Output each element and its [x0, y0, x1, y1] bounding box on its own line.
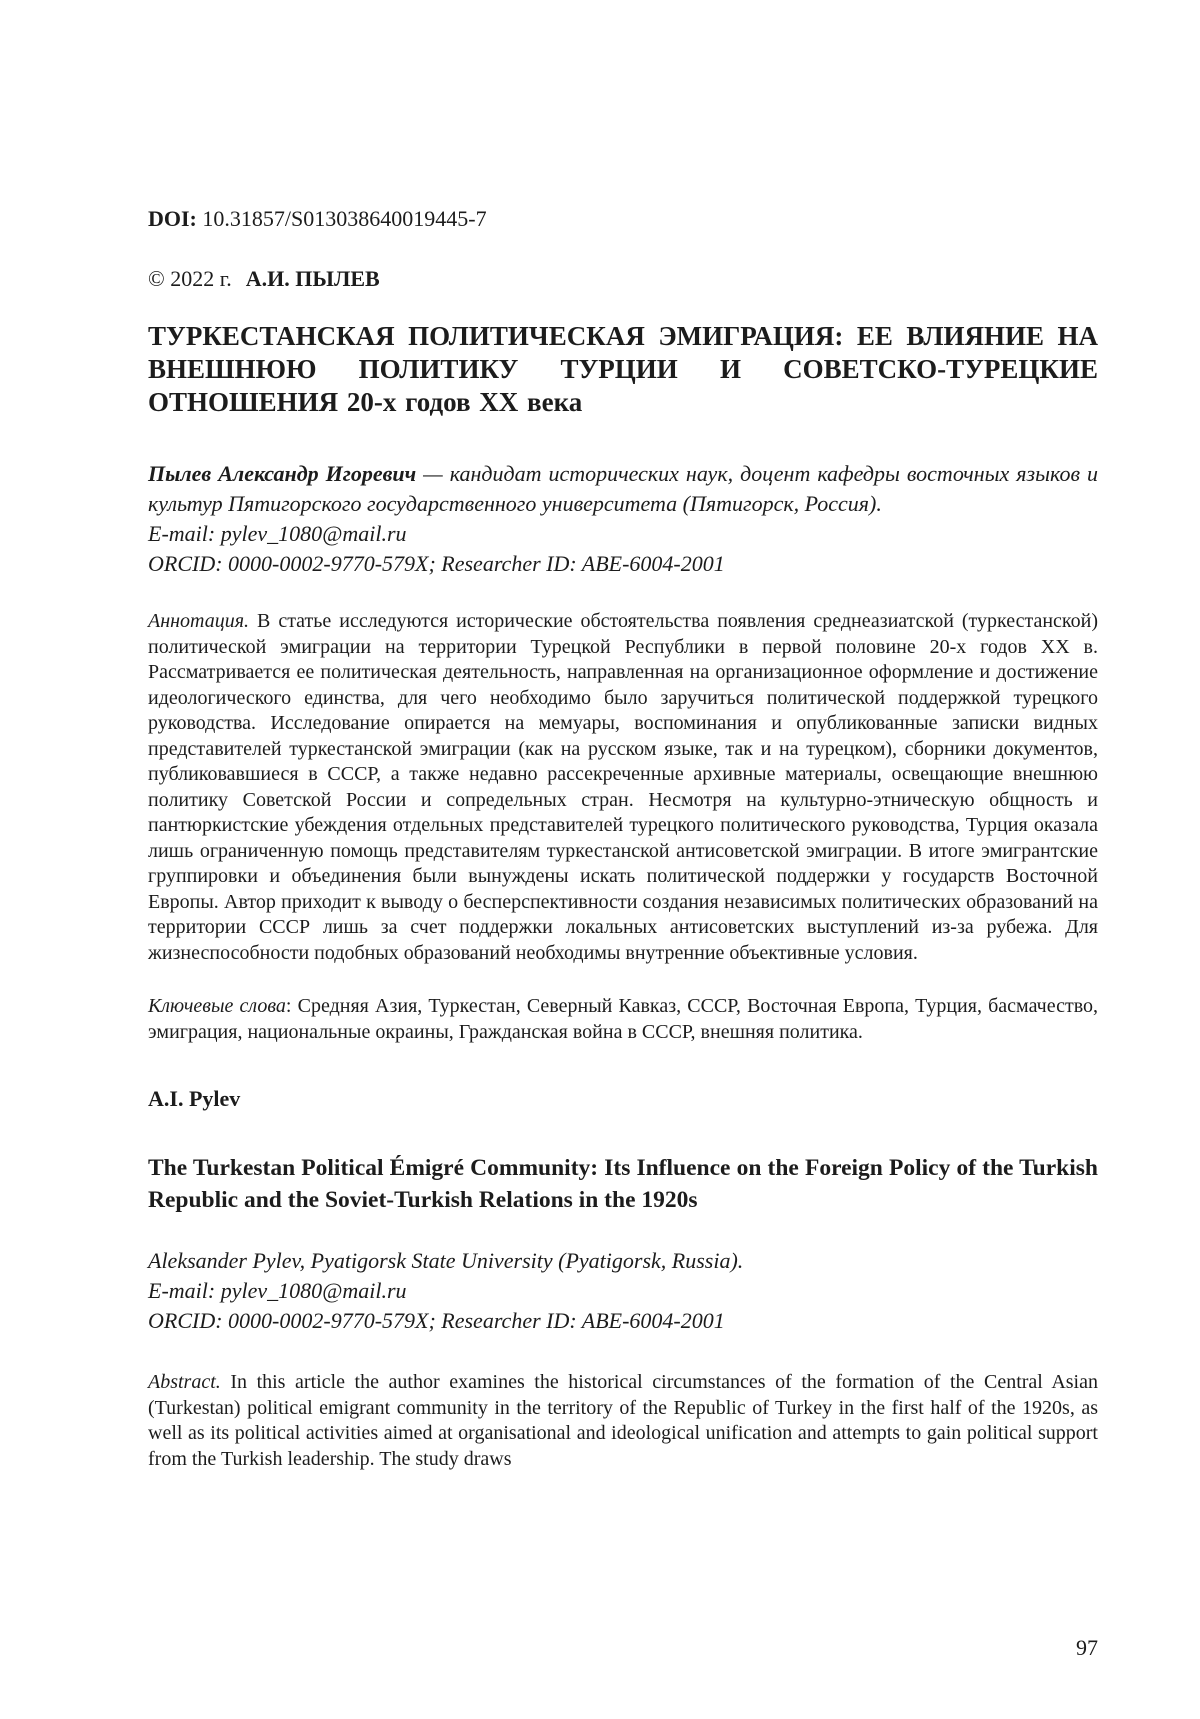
- author-email-russian: E-mail: pylev_1080@mail.ru: [148, 521, 407, 546]
- copyright-line: [148, 266, 1098, 292]
- doi-label: DOI:: [148, 206, 197, 231]
- abstract-text-english: In this article the author examines the historical circumstances of the formation of the Central Asian (Turkestan) political emigrant community in the territory of the Republic of Turkey in the first half of the 1920s, as well as its political activities aimed at organisational and ideological unification and attempts to gain political support from the Turkish leadership. The study draws: [148, 1371, 1098, 1470]
- author-full-name-russian: Пылев Александр Игоревич: [148, 461, 417, 486]
- abstract-russian: [148, 609, 1098, 966]
- page-number: 97: [1076, 1635, 1098, 1660]
- author-info-english: [148, 1246, 1098, 1336]
- author-degree-affiliation-russian: — кандидат исторических наук, доцент кафедры восточных языков и культур Пятигорского государственного университета (Пятигорск, Россия).: [148, 461, 1098, 516]
- abstract-label-russian: Аннотация.: [148, 610, 250, 632]
- author-name-caps: А.И. ПЫЛЕВ: [245, 266, 380, 291]
- keywords-russian: [148, 994, 1098, 1045]
- author-email-english: E-mail: pylev_1080@mail.ru: [148, 1278, 407, 1303]
- abstract-english: [148, 1370, 1098, 1472]
- author-orcid-russian: ORCID: 0000-0002-9770-579X; Researcher ID: ABE-6004-2001: [148, 551, 725, 576]
- author-affiliation-russian: [148, 459, 1098, 519]
- copyright-year: © 2022 г.: [148, 266, 232, 291]
- author-info-russian: [148, 459, 1098, 579]
- keywords-label-russian: Ключевые слова: [148, 995, 286, 1017]
- keywords-text-russian: : Средняя Азия, Туркестан, Северный Кавказ, СССР, Восточная Европа, Турция, басмачество, эмиграция, национальные окраины, Гражданская война в СССР, внешняя политика.: [148, 995, 1099, 1043]
- article-title-russian: ТУРКЕСТАНСКАЯ ПОЛИТИЧЕСКАЯ ЭМИГРАЦИЯ: ЕЕ ВЛИЯНИЕ НА ВНЕШНЮЮ ПОЛИТИКУ ТУРЦИИ И СОВЕТСКО-ТУРЕЦКИЕ ОТНОШЕНИЯ 20-х годов XX века: [148, 321, 1098, 417]
- author-affiliation-english: Aleksander Pylev, Pyatigorsk State University (Pyatigorsk, Russia).: [148, 1248, 744, 1273]
- author-name-english: A.I. Pylev: [148, 1086, 241, 1111]
- author-orcid-english: ORCID: 0000-0002-9770-579X; Researcher ID: ABE-6004-2001: [148, 1308, 725, 1333]
- abstract-text-russian: В статье исследуются исторические обстоятельства появления среднеазиатской (туркестанской) политической эмиграции на территории Турецкой Республики в первой половине 20-х годов XX в. Рассматривается ее политическая деятельность, направленная на организационное оформление и достижение идеологического единства, для чего необходимо было заручиться политической поддержкой турецкого руководства. Исследование опирается на мемуары, воспоминания и опубликованные записки видных представителей туркестанской эмиграции (как на русском языке, так и на турецком), сборники документов, публиковавшиеся в СССР, а также недавно рассекреченные архивные материалы, освещающие внешнюю политику Советской России и сопредельных стран. Несмотря на культурно-этническую общность и пантюркистские убеждения отдельных представителей турецкого политического руководства, Турция оказала лишь ограниченную помощь представителям туркестанской антисоветской эмиграции. В итоге эмигрантские группировки и объединения были вынуждены искать политической поддержки у государств Восточной Европы. Автор приходит к выводу о бесперспективности создания независимых политических образований на территории СССР лишь за счет поддержки локальных антисоветских выступлений из-за рубежа. Для жизнеспособности подобных образований необходимы внутренние объективные условия.: [148, 610, 1098, 964]
- abstract-label-english: Abstract.: [148, 1371, 221, 1393]
- article-title-english: The Turkestan Political Émigré Community: Its Influence on the Foreign Policy of the Turkish Republic and the Soviet-Turkish Relations in the 1920s: [148, 1155, 1098, 1213]
- doi-value: 10.31857/S013038640019445-7: [196, 206, 487, 231]
- doi-line: [148, 206, 1098, 232]
